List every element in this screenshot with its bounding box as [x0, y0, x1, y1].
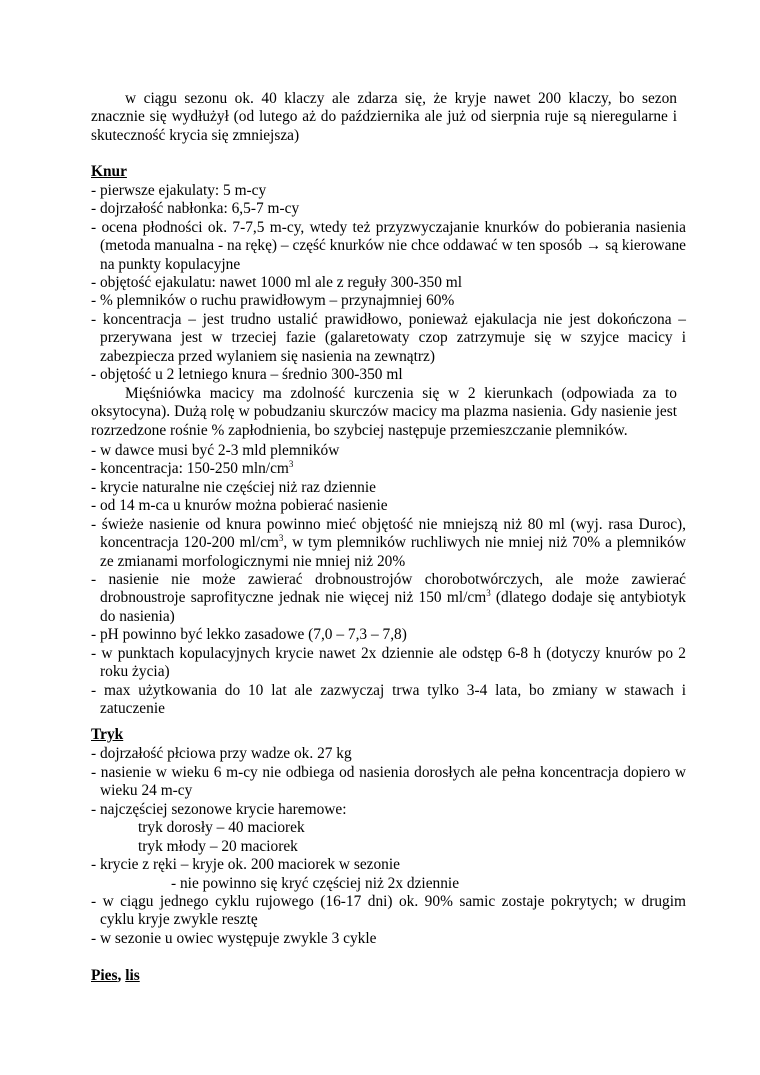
- heading-separator: ,: [117, 967, 126, 984]
- list-item: - w punktach kopulacyjnych krycie nawet 2x dziennie ale odstęp 6-8 h (dotyczy knurów po 2 roku życia): [91, 645, 686, 681]
- heading-pies-lis: [91, 967, 677, 985]
- list-item: - w dawce musi być 2-3 mld plemników: [91, 442, 340, 459]
- list-item: - % plemników o ruchu prawidłowym – przynajmniej 60%: [91, 292, 455, 309]
- list-item: - pH powinno być lekko zasadowe (7,0 – 7,3 – 7,8): [91, 626, 407, 643]
- list-item: - koncentracja – jest trudno ustalić prawidłowo, ponieważ ejakulacja nie jest dokończona – przerywana jest w trzeciej fazie (galaretowaty czop zatrzymuje się w szyjce macicy i zabezpiecza przed wylaniem się nasienia na zewnątrz): [91, 311, 686, 365]
- superscript: 3: [486, 588, 491, 599]
- heading-pies: Pies: [91, 967, 118, 984]
- list-text: - nasienie nie może zawierać drobnoustrojów chorobotwórczych, ale może zawierać drobnoustroje saprofityczne jednak nie więcej niż 150 ml/cm: [91, 571, 686, 607]
- list-item: - krycie naturalne nie częściej niż raz dziennie: [91, 479, 376, 496]
- superscript: 3: [288, 459, 294, 469]
- heading-tryk: Tryk: [91, 726, 124, 743]
- list-item: - w sezonie u owiec występuje zwykle 3 cykle: [91, 930, 377, 947]
- list-item: - objętość u 2 letniego knura – średnio 300-350 ml: [91, 366, 403, 383]
- list-item: - nasienie w wieku 6 m-cy nie odbiega od nasienia dorosłych ale pełna koncentracja dopiero w wieku 24 m-cy: [91, 764, 686, 800]
- list-item: - od 14 m-ca u knurów można pobierać nasienie: [91, 497, 388, 514]
- list-item: [91, 571, 686, 626]
- heading-knur: Knur: [91, 163, 127, 180]
- list-text: - świeże nasienie od knura powinno mieć objętość nie mniejszą niż 80 ml (wyj. rasa Duroc), koncentracja 120-200 ml/cm: [91, 516, 686, 552]
- list-subitem: - nie powinno się kryć częściej niż 2x dziennie: [171, 875, 460, 892]
- superscript: 3: [278, 533, 284, 544]
- list-item: - pierwsze ejakulaty: 5 m-cy: [91, 182, 267, 199]
- list-subitem: tryk dorosły – 40 maciorek: [138, 819, 305, 836]
- list-item: - w ciągu jednego cyklu rujowego (16-17 dni) ok. 90% samic zostaje pokrytych; w drugim cyklu kryje zwykle resztę: [91, 893, 686, 929]
- list-item: - dojrzałość płciowa przy wadze ok. 27 kg: [91, 745, 352, 762]
- list-text: - koncentracja: 150-250 mln/cm: [91, 460, 289, 477]
- list-item: [91, 460, 686, 478]
- list-item: - krycie z ręki – kryje ok. 200 maciorek w sezonie: [91, 856, 400, 873]
- intro-paragraph: w ciągu sezonu ok. 40 klaczy ale zdarza się, że kryje nawet 200 klaczy, bo sezon znacznie się wydłużył (od lutego aż do października ale już od sierpnia ruje są nieregularne i skuteczność krycia się zmniejsza): [91, 90, 677, 144]
- list-subitem: tryk młody – 20 maciorek: [138, 838, 298, 855]
- list-item: - objętość ejakulatu: nawet 1000 ml ale z reguły 300-350 ml: [91, 274, 462, 291]
- heading-lis: lis: [125, 967, 140, 984]
- list-item: - najczęściej sezonowe krycie haremowe:: [91, 801, 347, 818]
- list-text: , w tym plemników ruchliwych nie mniej niż 70% a plemników ze zmianami morfologicznymi nie mniej niż 20%: [100, 534, 686, 570]
- list-item: - dojrzałość nabłonka: 6,5-7 m-cy: [91, 200, 300, 217]
- list-text: (dlatego dodaje się antybiotyk do nasienia): [100, 589, 686, 625]
- list-item: - max użytkowania do 10 lat ale zazwyczaj trwa tylko 3-4 lata, bo zmiany w stawach i zatuczenie: [91, 682, 686, 718]
- list-item: [91, 516, 686, 571]
- list-item: - ocena płodności ok. 7-7,5 m-cy, wtedy też przyzwyczajanie knurków do pobierania nasienia (metoda manualna - na rękę) – część knurków nie chce oddawać w ten sposób → są kierowane na punkty kopulacyjne: [91, 219, 686, 273]
- knur-paragraph: Mięśniówka macicy ma zdolność kurczenia się w 2 kierunkach (odpowiada za to oksytocyna). Dużą rolę w pobudzaniu skurczów macicy ma plazma nasienia. Gdy nasienie jest rozrzedzone rośnie % zapłodnienia, bo szybciej następuje przemieszczanie plemników.: [91, 385, 677, 439]
